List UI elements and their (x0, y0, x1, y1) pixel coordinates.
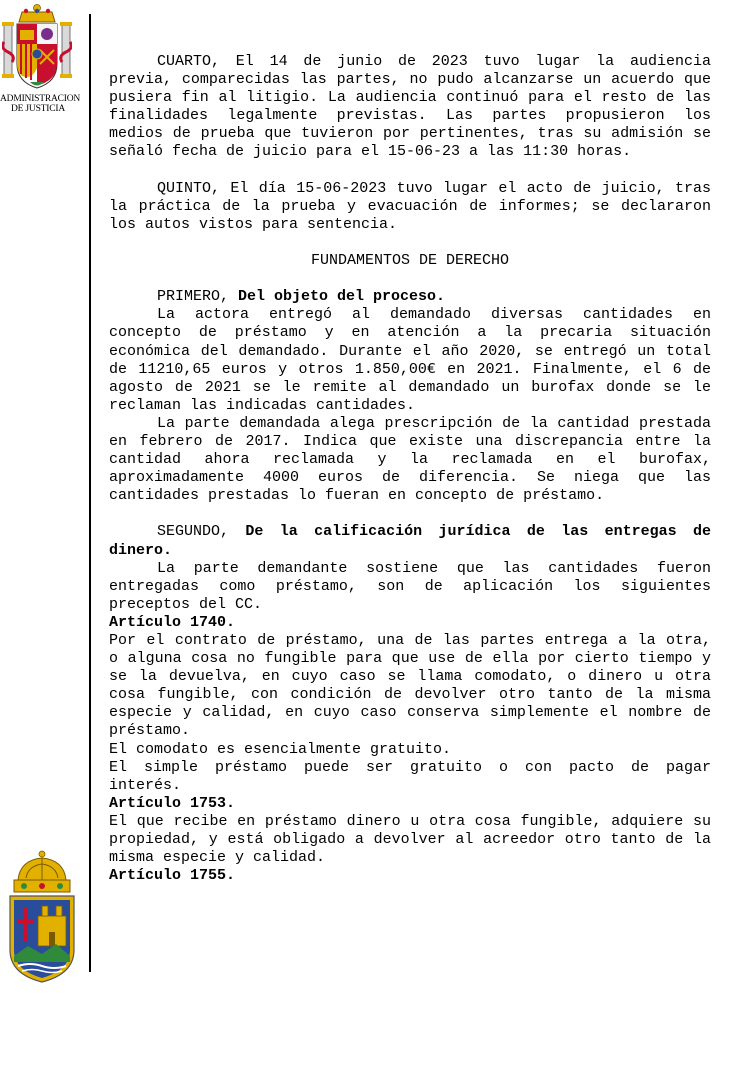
article-1740-simple: El simple préstamo puede ser gratuito o con pacto de pagar interés. (109, 758, 711, 794)
segundo-title: De la calificación jurídica de las entregas de dinero. (109, 523, 712, 559)
article-1755-heading: Artículo 1755. (109, 867, 236, 885)
article-1753-heading: Artículo 1753. (109, 794, 236, 812)
article-1740-comodato: El comodato es esencialmente gratuito. (109, 740, 452, 758)
admin-label-line1: ADMINISTRACION (0, 94, 81, 104)
article-1740-text: Por el contrato de préstamo, una de las partes entrega a la otra, o alguna cosa no fungible para que use de ella por cierto tiempo y se la devuelva, en cuyo caso se llama comodato, o dinero u otra cosa fungible, con condición de devolver otro tanto de la misma especie y calidad, en cuyo caso conserva simplemente el nombre de préstamo. (109, 632, 711, 740)
paragraph-demandada: La parte demandada alega prescripción de la cantidad prestada en febrero de 2017. Indica que existe una discrepancia entre la cantidad ahora reclamada y la reclamada en el burofax, aproximadamente 4000 euros de diferencia. Se niega que las cantidades prestadas lo fueran en concepto de préstamo. (109, 414, 711, 505)
heading-primero (109, 288, 711, 306)
segundo-lead: SEGUNDO, (157, 523, 246, 541)
primero-title: Del objeto del proceso. (238, 288, 446, 306)
heading-segundo (109, 523, 711, 559)
paragraph-demandante: La parte demandante sostiene que las cantidades fueron entregadas como préstamo, son de aplicación los siguientes preceptos del CC. (109, 559, 711, 613)
article-1740-heading: Artículo 1740. (109, 613, 236, 631)
spain-coat-of-arms-icon (2, 2, 72, 90)
la-rioja-coat-of-arms-icon (8, 850, 76, 984)
margin-divider (89, 14, 91, 972)
paragraph-actora: La actora entregó al demandado diversas cantidades en concepto de préstamo y en atención a la precaria situación económica del demandado. Durante el año 2020, se entregó un total de 11210,65 euros y otros 1.850,00€ en 2021. Finalmente, el 6 de agosto de 2021 se le remite al demandado un burofax donde se le reclaman las indicadas cantidades. (109, 306, 711, 414)
document-body (109, 53, 711, 885)
article-1753-text: El que recibe en préstamo dinero u otra cosa fungible, adquiere su propiedad, y está obligado a devolver al acreedor otro tanto de la misma especie y calidad. (109, 812, 711, 867)
administracion-justicia-label (0, 94, 81, 114)
primero-lead: PRIMERO, (157, 288, 239, 306)
section-heading-fundamentos: FUNDAMENTOS DE DERECHO (310, 252, 510, 270)
paragraph-quinto: QUINTO, El día 15-06-2023 tuvo lugar el acto de juicio, tras la práctica de la prueba y evacuación de informes; se declararon los autos vistos para sentencia. (109, 179, 711, 233)
admin-label-line2: DE JUSTICIA (10, 104, 65, 114)
paragraph-cuarto: CUARTO, El 14 de junio de 2023 tuvo lugar la audiencia previa, comparecidas las partes, no pudo alcanzarse un acuerdo que pusiera fin al litigio. La audiencia continuó para el resto de las finalidades legalmente previstas. Las partes propusieron los medios de prueba que tuvieron por pertinentes, tras su admisión se señaló fecha de juicio para el 15-06-23 a las 11:30 horas. (109, 53, 711, 161)
